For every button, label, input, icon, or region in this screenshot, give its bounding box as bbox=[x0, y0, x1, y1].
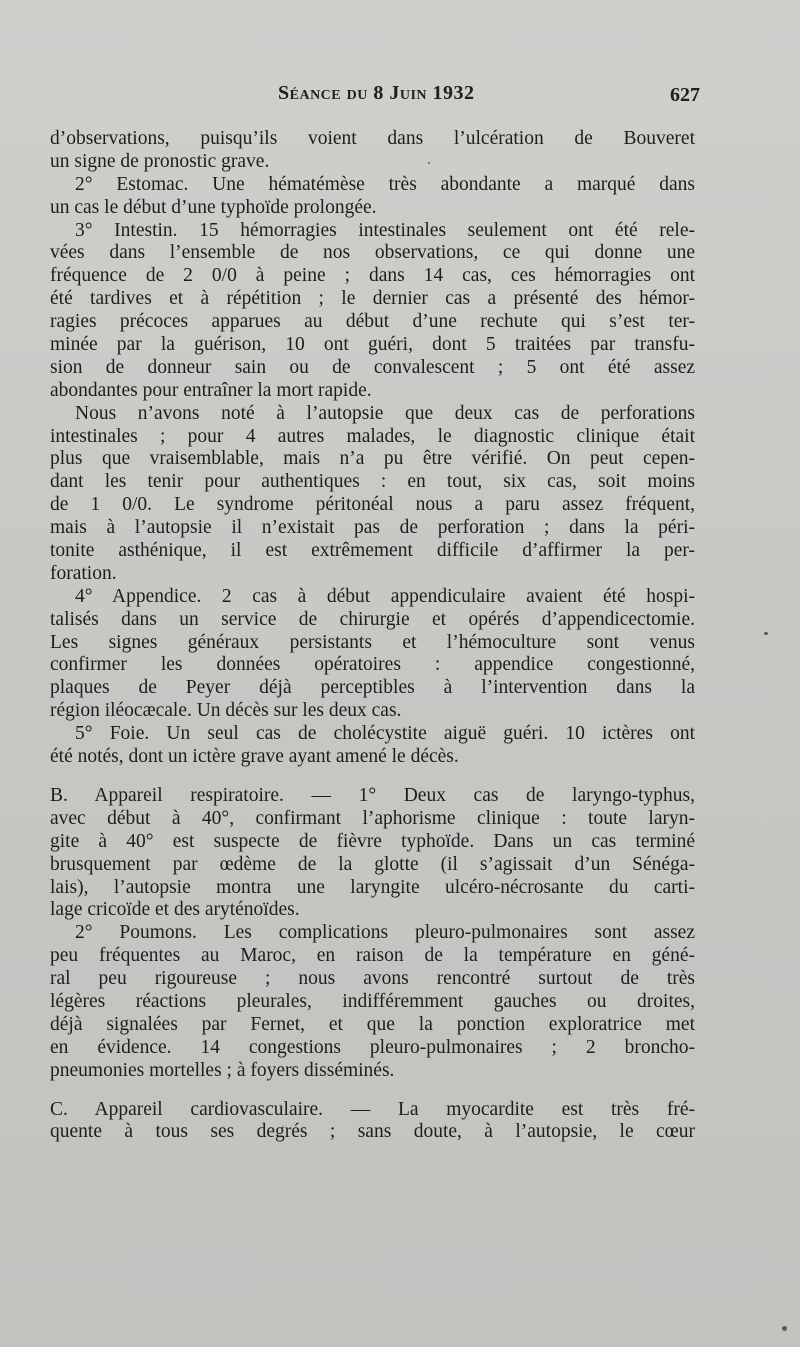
paragraph bbox=[50, 723, 695, 769]
text-line: d’observations, puisqu’ils voient dans l’ulcération de Bouveret bbox=[50, 128, 695, 149]
text-line: brusquement par œdème de la glotte (il s’agissait d’un Sénéga- bbox=[50, 853, 695, 875]
text-line: Nous n’avons noté à l’autopsie que deux cas de perforations bbox=[75, 402, 695, 424]
text-line: sion de donneur sain ou de convalescent ; 5 ont été assez bbox=[50, 356, 695, 378]
page-number: 627 bbox=[670, 84, 700, 106]
text-line: région iléocæcale. Un décès sur les deux cas. bbox=[50, 700, 402, 722]
text-line: gite à 40° est suspecte de fièvre typhoïde. Dans un cas terminé bbox=[50, 830, 695, 852]
text-line: foration. bbox=[50, 562, 117, 584]
text-line: 5° Foie. Un seul cas de cholécystite aiguë guéri. 10 ictères ont bbox=[75, 723, 695, 745]
text-line: plus que vraisemblable, mais n’a pu être vérifié. On peut cepen- bbox=[50, 448, 695, 470]
text-line: C. Appareil cardiovasculaire. — La myocardite est très fré- bbox=[50, 1098, 695, 1120]
section-gap bbox=[50, 769, 695, 785]
text-line: minée par la guérison, 10 ont guéri, dont 5 traitées par transfu- bbox=[50, 334, 695, 356]
running-head-title: Séance du 8 Juin 1932 bbox=[278, 82, 475, 104]
text-line: fréquence de 2 0/0 à peine ; dans 14 cas, ces hémorragies ont bbox=[50, 265, 695, 287]
text-line: en évidence. 14 congestions pleuro-pulmonaires ; 2 broncho- bbox=[50, 1036, 695, 1058]
paper-speck bbox=[764, 632, 768, 635]
text-line: Les signes généraux persistants et l’hémoculture sont venus bbox=[50, 631, 695, 653]
text-line: abondantes pour entraîner la mort rapide. bbox=[50, 379, 372, 401]
text-line: plaques de Peyer déjà perceptibles à l’intervention dans la bbox=[50, 677, 695, 699]
text-line: 4° Appendice. 2 cas à début appendiculaire avaient été hospi- bbox=[75, 585, 695, 607]
text-line: un signe de pronostic grave. bbox=[50, 150, 270, 172]
body-text bbox=[50, 128, 695, 1144]
text-line: été notés, dont un ictère grave ayant amené le décès. bbox=[50, 746, 459, 768]
paragraph bbox=[50, 403, 695, 586]
paper-speck bbox=[428, 162, 430, 164]
paragraph bbox=[50, 174, 695, 220]
paragraph bbox=[50, 785, 695, 922]
text-line: été tardives et à répétition ; le dernier cas a présenté des hémor- bbox=[50, 288, 695, 310]
text-line: pneumonies mortelles ; à foyers disséminés. bbox=[50, 1059, 395, 1081]
paragraph bbox=[50, 922, 695, 1082]
text-line: lais), l’autopsie montra une laryngite ulcéro-nécrosante du carti- bbox=[50, 876, 695, 898]
text-line: ral peu rigoureuse ; nous avons rencontré surtout de très bbox=[50, 968, 695, 990]
text-line: ragies précoces apparues au début d’une rechute qui s’est ter- bbox=[50, 311, 695, 333]
text-line: talisés dans un service de chirurgie et opérés d’appendicectomie. bbox=[50, 608, 695, 630]
text-line: de 1 0/0. Le syndrome péritonéal nous a paru assez fréquent, bbox=[50, 494, 695, 516]
text-line: vées dans l’ensemble de nos observations, ce qui donne une bbox=[50, 242, 695, 264]
text-line: légères réactions pleurales, indifféremment gauches ou droites, bbox=[50, 990, 695, 1012]
text-line: quente à tous ses degrés ; sans doute, à l’autopsie, le cœur bbox=[50, 1121, 695, 1143]
text-line: déjà signalées par Fernet, et que la ponction exploratrice met bbox=[50, 1013, 695, 1035]
text-line: avec début à 40°, confirmant l’aphorisme clinique : toute laryn- bbox=[50, 807, 695, 829]
text-line: dant les tenir pour authentiques : en tout, six cas, soit moins bbox=[50, 471, 695, 493]
text-line: mais à l’autopsie il n’existait pas de perforation ; dans la péri- bbox=[50, 517, 695, 539]
text-line: confirmer les données opératoires : appendice congestionné, bbox=[50, 654, 695, 676]
paragraph bbox=[50, 586, 695, 723]
text-line: 2° Estomac. Une hématémèse très abondante a marqué dans bbox=[75, 173, 695, 195]
text-line: 2° Poumons. Les complications pleuro-pulmonaires sont assez bbox=[75, 922, 695, 944]
text-line: 3° Intestin. 15 hémorragies intestinales seulement ont été rele- bbox=[75, 219, 695, 241]
paragraph bbox=[50, 220, 695, 403]
paragraph bbox=[50, 128, 695, 174]
text-line: un cas le début d’une typhoïde prolongée. bbox=[50, 196, 377, 218]
paragraph bbox=[50, 1099, 695, 1145]
text-line: intestinales ; pour 4 autres malades, le diagnostic clinique était bbox=[50, 425, 695, 447]
text-line: tonite asthénique, il est extrêmement difficile d’affirmer la per- bbox=[50, 540, 695, 562]
paper-speck bbox=[782, 1326, 787, 1331]
text-line: B. Appareil respiratoire. — 1° Deux cas de laryngo-typhus, bbox=[50, 784, 695, 806]
text-line: lage cricoïde et des aryténoïdes. bbox=[50, 899, 300, 921]
text-line: peu fréquentes au Maroc, en raison de la température en géné- bbox=[50, 945, 695, 967]
section-gap bbox=[50, 1083, 695, 1099]
running-header bbox=[50, 82, 700, 108]
